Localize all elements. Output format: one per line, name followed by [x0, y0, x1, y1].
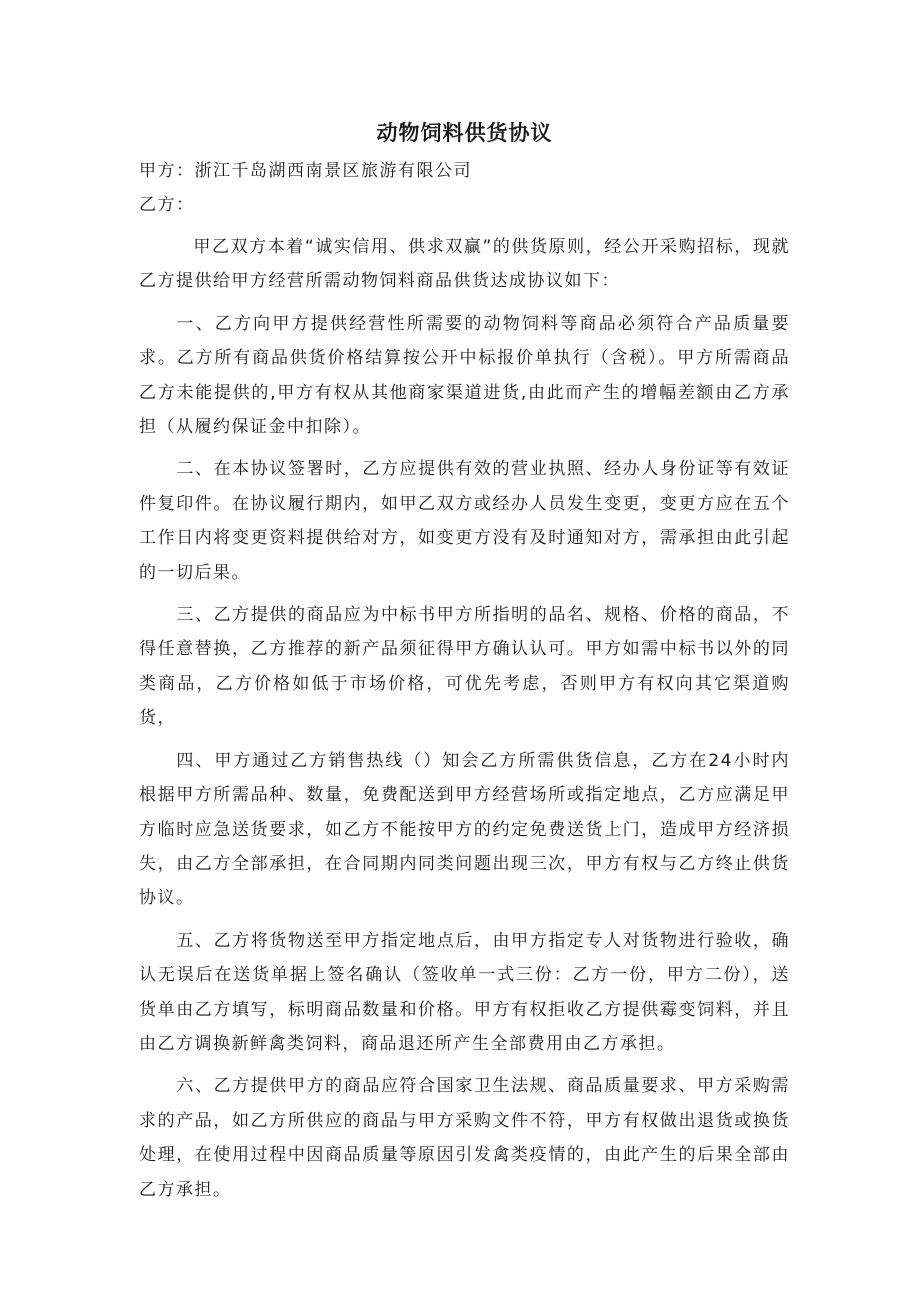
document-title: 动物饲料供货协议 [376, 121, 553, 145]
party-a: 甲方：浙江千岛湖西南景区旅游有限公司 [139, 161, 472, 181]
clause-6: 六、乙方提供甲方的商品应符合国家卫生法规、商品质量要求、甲方采购需求的产品，如乙方所供应的商品与甲方采购文件不符，甲方有权做出退货或换货处理，在使用过程中因商品质量等原因引发禽类疫情的，由此产生的后果全部由乙方承担。 [139, 1076, 790, 1200]
clause-3: 三、乙方提供的商品应为中标书甲方所指明的品名、规格、价格的商品，不得任意替换，乙方推荐的新产品须征得甲方确认认可。甲方如需中标书以外的同类商品，乙方价格如低于市场价格，可优先考虑，否则甲方有权向其它渠道购货， [139, 605, 790, 729]
clause-4: 四、甲方通过乙方销售热线（）知会乙方所需供货信息，乙方在24小时内根据甲方所需品种、数量，免费配送到甲方经营场所或指定地点，乙方应满足甲方临时应急送货要求，如乙方不能按甲方的约定免费送货上门，造成甲方经济损失，由乙方全部承担，在合同期内同类问题出现三次，甲方有权与乙方终止供货协议。 [139, 750, 790, 909]
party-b: 乙方： [139, 195, 195, 215]
clause-1: 一、乙方向甲方提供经营性所需要的动物饲料等商品必须符合产品质量要求。乙方所有商品供货价格结算按公开中标报价单执行（含税）。甲方所需商品乙方未能提供的,甲方有权从其他商家渠道进货,由此而产生的增幅差额由乙方承担（从履约保证金中扣除）。 [139, 313, 790, 438]
intro-paragraph: 甲乙双方本着“诚实信用、供求双赢”的供货原则，经公开采购招标，现就乙方提供给甲方经营所需动物饲料商品供货达成协议如下： [139, 237, 790, 292]
clause-5: 五、乙方将货物送至甲方指定地点后，由甲方指定专人对货物进行验收，确认无误后在送货单据上签名确认（签收单一式三份：乙方一份，甲方二份），送货单由乙方填写，标明商品数量和价格。甲方有权拒收乙方提供霉变饲料，并且由乙方调换新鲜禽类饲料，商品退还所产生全部费用由乙方承担。 [139, 930, 790, 1054]
clause-2: 二、在本协议签署时，乙方应提供有效的营业执照、经办人身份证等有效证件复印件。在协议履行期内，如甲乙双方或经办人员发生变更，变更方应在五个工作日内将变更资料提供给对方，如变更方没有及时通知对方，需承担由此引起的一切后果。 [139, 459, 790, 583]
